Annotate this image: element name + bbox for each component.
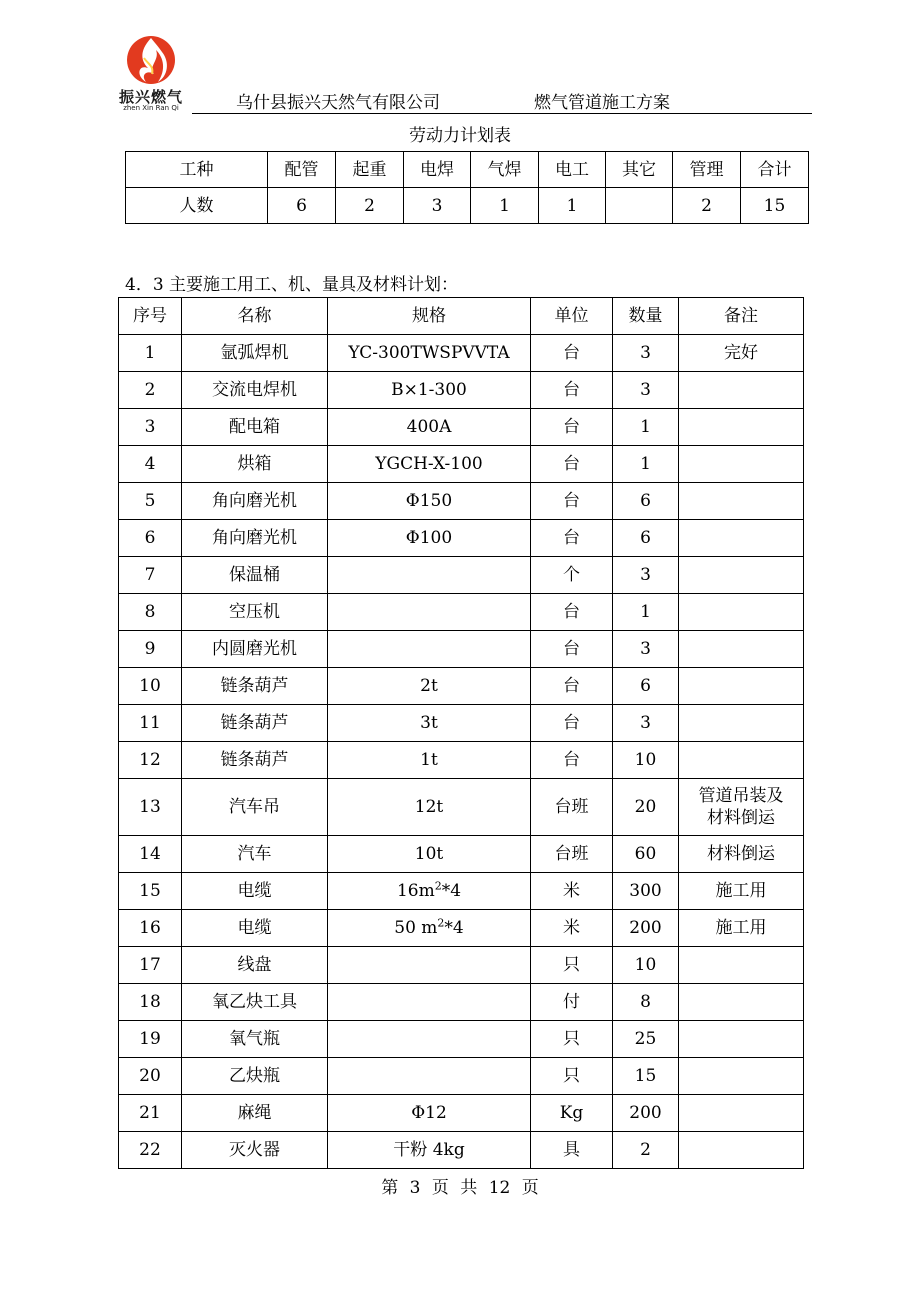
table-cell: 链条葫芦 — [182, 742, 328, 779]
table-cell: 10 — [613, 947, 679, 984]
table-cell: Φ12 — [328, 1095, 531, 1132]
table-cell: 只 — [531, 1058, 613, 1095]
table-cell: 台 — [531, 668, 613, 705]
table-cell: 3 — [613, 557, 679, 594]
company-name: 乌什县振兴天然气有限公司 — [236, 93, 440, 113]
table-row — [119, 372, 804, 409]
table-cell — [328, 1058, 531, 1095]
table-cell: 管道吊装及 材料倒运 — [679, 779, 804, 836]
table-cell: 台 — [531, 594, 613, 631]
table-cell: 14 — [119, 836, 182, 873]
table-cell: 汽车 — [182, 836, 328, 873]
table-cell: 台 — [531, 446, 613, 483]
table-cell: 20 — [119, 1058, 182, 1095]
table-cell: 只 — [531, 947, 613, 984]
table-cell: 施工用 — [679, 873, 804, 910]
table-cell: 1t — [328, 742, 531, 779]
table-cell: 台 — [531, 409, 613, 446]
table-cell — [679, 947, 804, 984]
table-cell: 2 — [119, 372, 182, 409]
table-cell: 15 — [613, 1058, 679, 1095]
table-cell: 3 — [613, 372, 679, 409]
table-cell: 22 — [119, 1132, 182, 1169]
table-cell — [679, 483, 804, 520]
table-cell: 台 — [531, 631, 613, 668]
equipment-plan-table — [118, 297, 804, 1169]
labor-table-title: 劳动力计划表 — [409, 126, 511, 146]
equipment-header-cell: 规格 — [328, 298, 531, 335]
table-cell: 电缆 — [182, 910, 328, 947]
table-cell — [679, 705, 804, 742]
table-row — [119, 742, 804, 779]
table-cell: 16 — [119, 910, 182, 947]
labor-cell: 2 — [336, 188, 404, 224]
table-row — [119, 557, 804, 594]
table-cell: 汽车吊 — [182, 779, 328, 836]
equipment-header-cell: 备注 — [679, 298, 804, 335]
table-row — [119, 520, 804, 557]
header-divider — [192, 113, 812, 114]
document-title: 燃气管道施工方案 — [534, 93, 670, 113]
table-cell: 60 — [613, 836, 679, 873]
table-cell: 交流电焊机 — [182, 372, 328, 409]
equipment-header-cell: 数量 — [613, 298, 679, 335]
table-cell: YC-300TWSPVVTA — [328, 335, 531, 372]
table-cell: 链条葫芦 — [182, 705, 328, 742]
table-cell: 台班 — [531, 779, 613, 836]
table-cell: YGCH-X-100 — [328, 446, 531, 483]
table-cell: 付 — [531, 984, 613, 1021]
table-cell: 台 — [531, 335, 613, 372]
table-row — [119, 984, 804, 1021]
table-cell: 13 — [119, 779, 182, 836]
table-row — [119, 409, 804, 446]
table-cell: 个 — [531, 557, 613, 594]
table-row — [119, 910, 804, 947]
table-cell: 50 $m^2*4$ — [328, 910, 531, 947]
table-cell — [679, 557, 804, 594]
table-cell — [328, 947, 531, 984]
table-cell: 1 — [613, 594, 679, 631]
table-cell: 完好 — [679, 335, 804, 372]
table-cell: 材料倒运 — [679, 836, 804, 873]
table-cell — [679, 520, 804, 557]
table-cell: 400A — [328, 409, 531, 446]
table-cell: 施工用 — [679, 910, 804, 947]
labor-cell: 6 — [268, 188, 336, 224]
equipment-header-row — [119, 298, 804, 335]
table-cell — [328, 984, 531, 1021]
labor-cell: 人数 — [126, 188, 268, 224]
table-cell: 内圆磨光机 — [182, 631, 328, 668]
page-footer: 第 3 页 共 12 页 — [381, 1178, 539, 1198]
table-row — [119, 1021, 804, 1058]
labor-header-row — [126, 152, 809, 188]
table-cell: 线盘 — [182, 947, 328, 984]
table-row — [119, 1095, 804, 1132]
table-cell — [328, 1021, 531, 1058]
table-cell: 保温桶 — [182, 557, 328, 594]
table-cell: 7 — [119, 557, 182, 594]
table-row — [119, 594, 804, 631]
table-cell: 17 — [119, 947, 182, 984]
table-cell: 6 — [613, 668, 679, 705]
table-cell — [679, 594, 804, 631]
table-cell: 角向磨光机 — [182, 520, 328, 557]
table-cell — [679, 446, 804, 483]
table-cell: 台 — [531, 742, 613, 779]
table-cell: 6 — [119, 520, 182, 557]
table-cell: 6 — [613, 483, 679, 520]
table-row — [119, 779, 804, 836]
table-cell: 8 — [119, 594, 182, 631]
table-cell: 乙炔瓶 — [182, 1058, 328, 1095]
table-cell: B×1-300 — [328, 372, 531, 409]
table-cell: 9 — [119, 631, 182, 668]
table-cell: 台 — [531, 372, 613, 409]
labor-header-cell: 气焊 — [471, 152, 539, 188]
table-cell: 麻绳 — [182, 1095, 328, 1132]
table-cell: 10 — [613, 742, 679, 779]
table-cell: 配电箱 — [182, 409, 328, 446]
table-cell: 台 — [531, 705, 613, 742]
table-cell: 氧乙炔工具 — [182, 984, 328, 1021]
table-row — [119, 483, 804, 520]
table-cell: 6 — [613, 520, 679, 557]
table-cell: 4 — [119, 446, 182, 483]
equipment-header-cell: 序号 — [119, 298, 182, 335]
logo-text: 振兴燃气 — [118, 88, 183, 106]
table-cell: 烘箱 — [182, 446, 328, 483]
table-cell: 1 — [613, 446, 679, 483]
table-cell: 3 — [613, 705, 679, 742]
table-row — [119, 705, 804, 742]
logo-subtext: zhen Xin Ran Qi — [123, 104, 179, 112]
table-cell: 12 — [119, 742, 182, 779]
labor-header-cell: 配管 — [268, 152, 336, 188]
table-row — [119, 836, 804, 873]
table-row — [119, 631, 804, 668]
table-cell: 氩弧焊机 — [182, 335, 328, 372]
table-cell — [679, 1021, 804, 1058]
table-cell: 5 — [119, 483, 182, 520]
table-cell: 米 — [531, 873, 613, 910]
table-cell: 灭火器 — [182, 1132, 328, 1169]
table-cell — [679, 1132, 804, 1169]
table-cell — [679, 984, 804, 1021]
table-cell: 1 — [119, 335, 182, 372]
equipment-header-cell: 单位 — [531, 298, 613, 335]
table-cell: 18 — [119, 984, 182, 1021]
labor-cell: 15 — [741, 188, 809, 224]
labor-cell: 2 — [673, 188, 741, 224]
table-cell: 12t — [328, 779, 531, 836]
table-cell: 300 — [613, 873, 679, 910]
table-cell: 25 — [613, 1021, 679, 1058]
table-cell — [679, 742, 804, 779]
labor-header-cell: 管理 — [673, 152, 741, 188]
table-cell: 19 — [119, 1021, 182, 1058]
table-row — [119, 335, 804, 372]
table-cell: 3 — [119, 409, 182, 446]
table-cell: 15 — [119, 873, 182, 910]
labor-header-cell: 电工 — [539, 152, 606, 188]
table-cell: 10 — [119, 668, 182, 705]
table-row — [119, 446, 804, 483]
labor-header-cell: 其它 — [606, 152, 673, 188]
labor-header-cell: 工种 — [126, 152, 268, 188]
labor-cell: 1 — [471, 188, 539, 224]
table-row — [119, 1132, 804, 1169]
table-cell: 2 — [613, 1132, 679, 1169]
table-cell — [679, 668, 804, 705]
section-heading: 4．3 主要施工用工、机、量具及材料计划： — [125, 275, 459, 295]
labor-cell — [606, 188, 673, 224]
table-cell — [679, 372, 804, 409]
table-row — [119, 873, 804, 910]
table-cell — [328, 631, 531, 668]
table-cell: 具 — [531, 1132, 613, 1169]
table-cell: Kg — [531, 1095, 613, 1132]
table-cell: 台 — [531, 520, 613, 557]
labor-plan-table — [125, 151, 809, 224]
equipment-header-cell: 名称 — [182, 298, 328, 335]
table-cell: 角向磨光机 — [182, 483, 328, 520]
table-cell: 米 — [531, 910, 613, 947]
table-cell: 台班 — [531, 836, 613, 873]
table-cell: 21 — [119, 1095, 182, 1132]
table-cell — [679, 1058, 804, 1095]
table-cell: 20 — [613, 779, 679, 836]
table-cell: 台 — [531, 483, 613, 520]
table-row — [119, 947, 804, 984]
table-cell: 10t — [328, 836, 531, 873]
table-cell: 3 — [613, 335, 679, 372]
table-cell: 链条葫芦 — [182, 668, 328, 705]
table-cell — [328, 557, 531, 594]
table-cell — [328, 594, 531, 631]
table-cell: 空压机 — [182, 594, 328, 631]
table-row — [119, 668, 804, 705]
table-cell: $16m^2*4$ — [328, 873, 531, 910]
labor-header-cell: 起重 — [336, 152, 404, 188]
labor-cell: 3 — [404, 188, 471, 224]
labor-header-cell: 电焊 — [404, 152, 471, 188]
table-cell: 只 — [531, 1021, 613, 1058]
table-cell: Φ100 — [328, 520, 531, 557]
table-cell: 200 — [613, 910, 679, 947]
table-cell — [679, 631, 804, 668]
table-cell: 11 — [119, 705, 182, 742]
labor-header-cell: 合计 — [741, 152, 809, 188]
table-cell: 电缆 — [182, 873, 328, 910]
table-cell: 3t — [328, 705, 531, 742]
table-cell: 氧气瓶 — [182, 1021, 328, 1058]
table-cell — [679, 1095, 804, 1132]
table-cell: 200 — [613, 1095, 679, 1132]
table-row — [119, 1058, 804, 1095]
labor-count-row — [126, 188, 809, 224]
table-cell: Φ150 — [328, 483, 531, 520]
table-cell: 1 — [613, 409, 679, 446]
labor-cell: 1 — [539, 188, 606, 224]
table-cell: 干粉 4kg — [328, 1132, 531, 1169]
table-cell: 3 — [613, 631, 679, 668]
table-cell: 2t — [328, 668, 531, 705]
table-cell: 8 — [613, 984, 679, 1021]
table-cell — [679, 409, 804, 446]
